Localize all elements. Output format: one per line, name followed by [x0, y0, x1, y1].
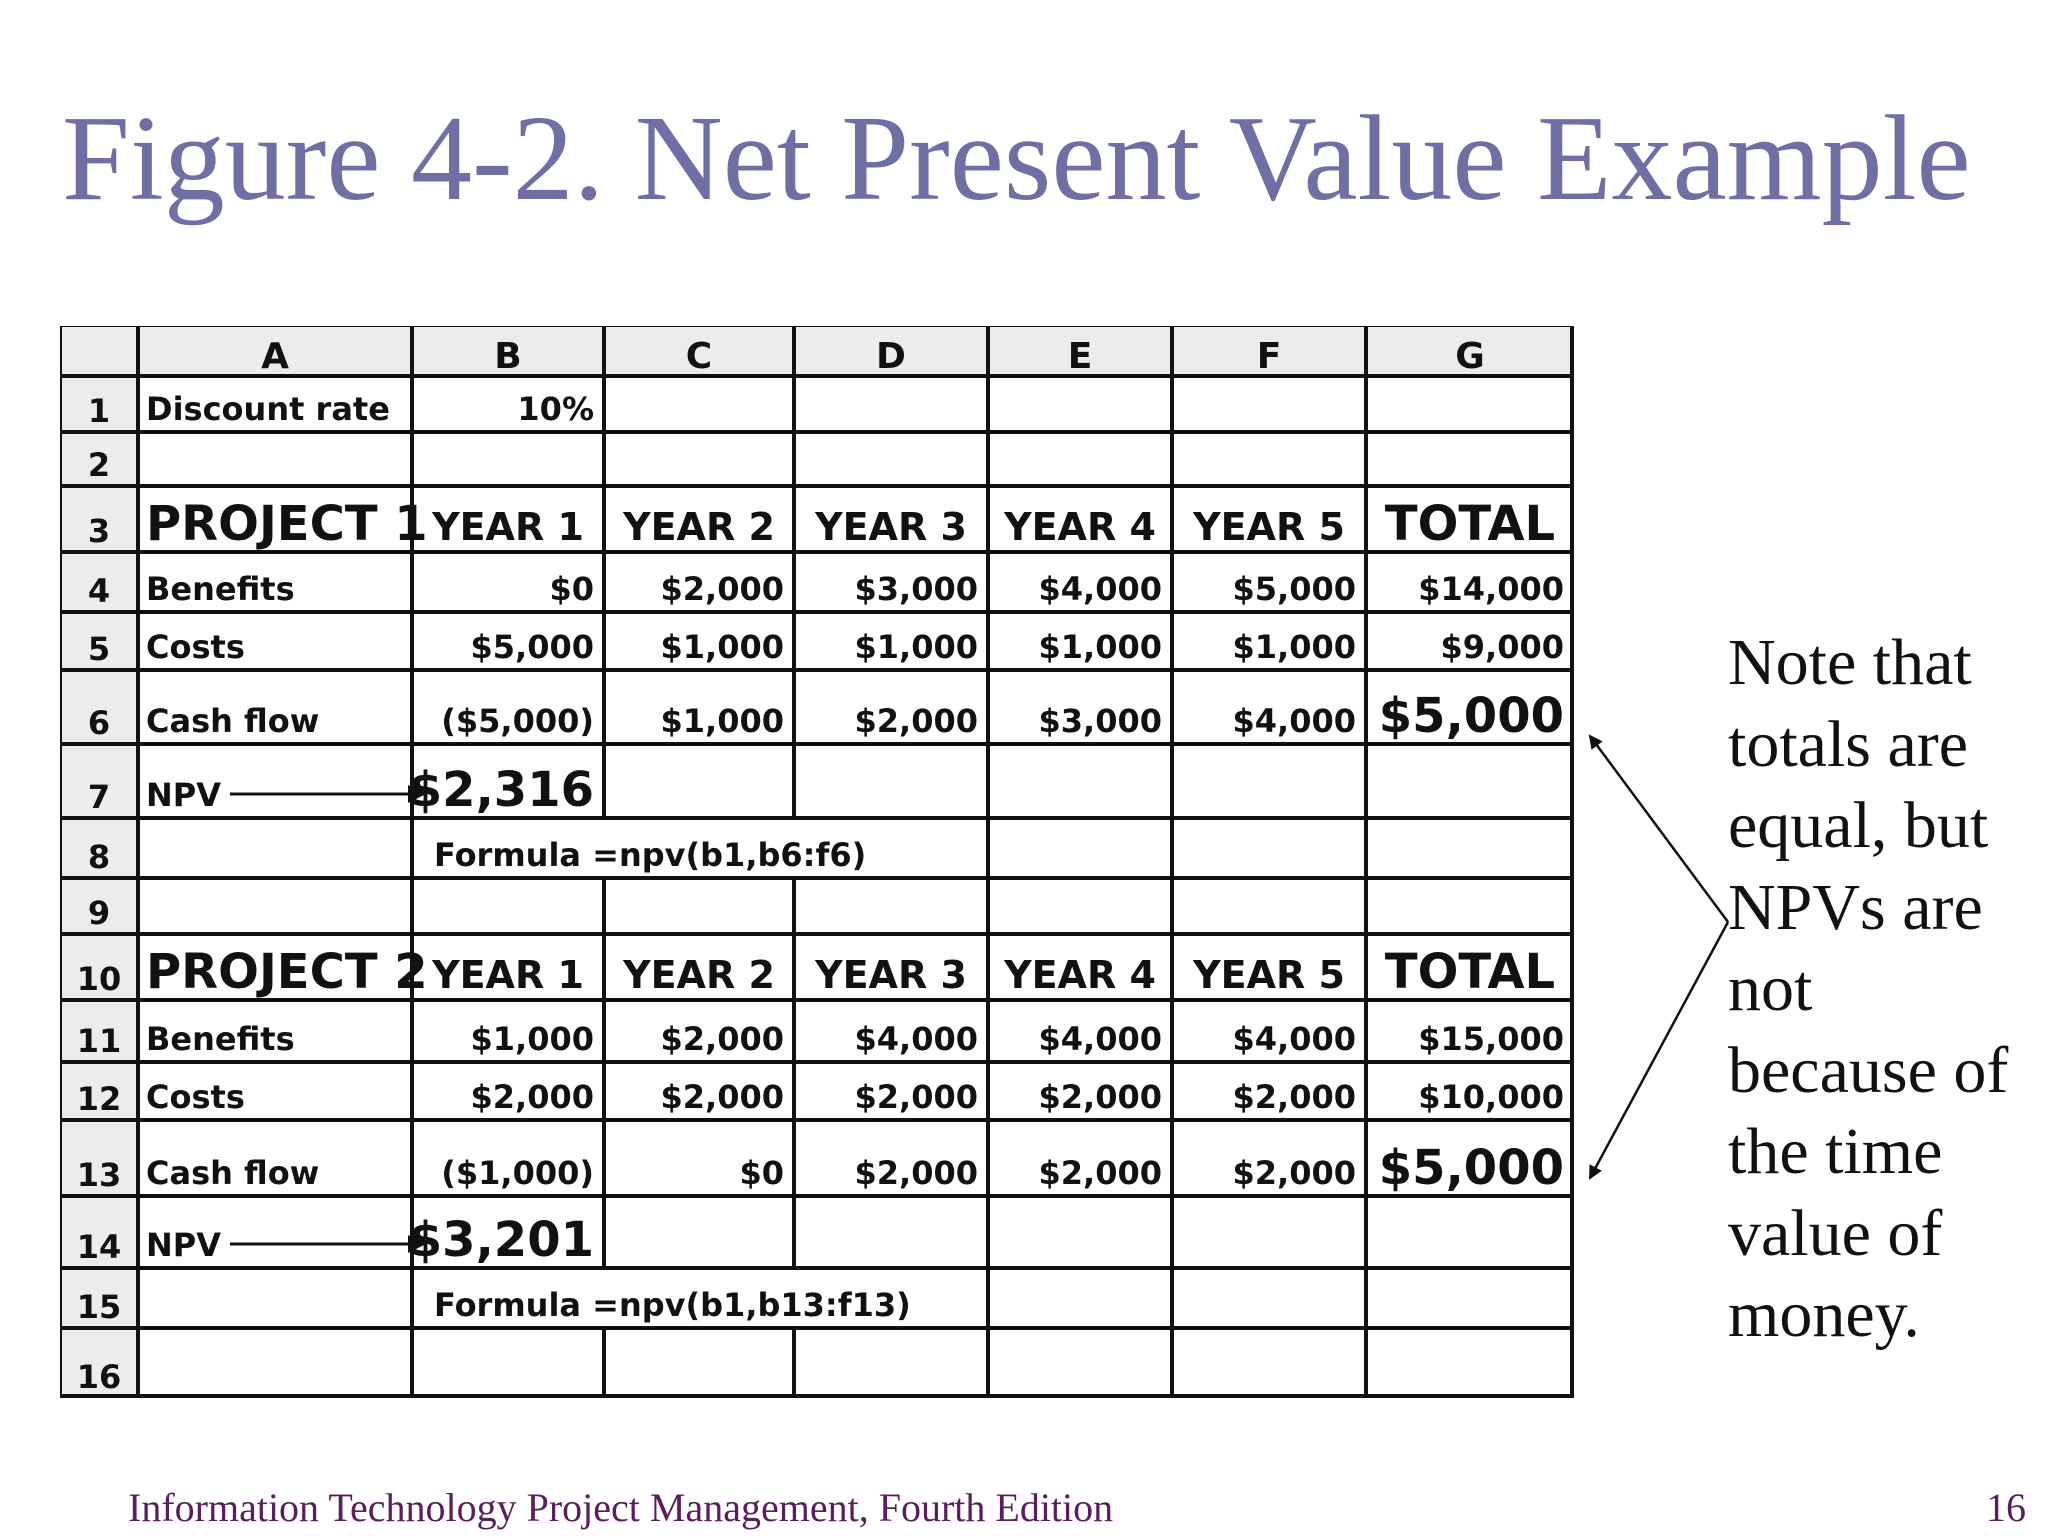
cell-f11: $4,000 — [1232, 1020, 1356, 1058]
footer-text: Information Technology Project Management, Fourth Edition — [128, 1485, 1114, 1530]
row-header-16: 16 — [76, 1358, 122, 1396]
cell-g5: $9,000 — [1440, 628, 1564, 666]
cell-e3: YEAR 4 — [1004, 505, 1156, 549]
cell-d6: $2,000 — [854, 702, 978, 740]
cell-b10: YEAR 1 — [432, 953, 584, 997]
cell-a6: Cash flow — [146, 702, 320, 740]
cell-a10: PROJECT 2 — [146, 944, 428, 1000]
cell-f13: $2,000 — [1232, 1154, 1356, 1192]
cell-c5: $1,000 — [660, 628, 784, 666]
note-line: totals are — [1728, 707, 1969, 781]
note-line: money. — [1728, 1278, 1920, 1351]
cell-g13: $5,000 — [1378, 1140, 1564, 1196]
cell-a3: PROJECT 1 — [146, 496, 428, 552]
cell-f4: $5,000 — [1232, 570, 1356, 608]
row-header-7: 7 — [87, 778, 111, 816]
arrow-to-total-1 — [1590, 736, 1728, 922]
column-header-c: C — [685, 336, 713, 377]
cell-b6: ($5,000) — [441, 702, 594, 740]
slide-title: Figure 4-2. Net Present Value Example — [62, 91, 1971, 226]
cell-f3: YEAR 5 — [1193, 505, 1345, 549]
column-header-e: E — [1067, 336, 1093, 377]
cell-d13: $2,000 — [854, 1154, 978, 1192]
note-line: value of — [1728, 1196, 1943, 1270]
cell-g6: $5,000 — [1378, 688, 1564, 744]
note-line: the time — [1728, 1115, 1943, 1188]
column-header-f: F — [1256, 336, 1282, 377]
cell-e11: $4,000 — [1038, 1020, 1162, 1058]
cell-e6: $3,000 — [1038, 702, 1162, 740]
note-line: not — [1728, 952, 1813, 1025]
note-line: Note that — [1728, 626, 1972, 699]
cell-f5: $1,000 — [1232, 628, 1356, 666]
cell-e4: $4,000 — [1038, 570, 1162, 608]
cell-a7: NPV — [146, 776, 221, 814]
column-header-b: B — [494, 336, 522, 377]
row-header-2: 2 — [87, 446, 111, 484]
cell-d11: $4,000 — [854, 1020, 978, 1058]
cell-c13: $0 — [739, 1154, 784, 1192]
row-header-1: 1 — [87, 392, 111, 430]
cell-f12: $2,000 — [1232, 1078, 1356, 1116]
arrow-to-total-2 — [1590, 922, 1728, 1178]
cell-d4: $3,000 — [854, 570, 978, 608]
cell-f10: YEAR 5 — [1193, 953, 1345, 997]
note-line: equal, but — [1728, 789, 1989, 862]
cell-g11: $15,000 — [1418, 1020, 1564, 1058]
column-header-d: D — [876, 336, 906, 377]
cell-f6: $4,000 — [1232, 702, 1356, 740]
cell-c6: $1,000 — [660, 702, 784, 740]
row-header-11: 11 — [76, 1022, 122, 1060]
cell-b15: Formula =npv(b1,b13:f13) — [434, 1286, 911, 1324]
cell-a1: Discount rate — [146, 390, 390, 428]
note-line: NPVs are — [1728, 870, 1983, 944]
row-header-12: 12 — [76, 1080, 122, 1118]
row-header-3: 3 — [87, 512, 111, 550]
cell-a11: Benefits — [146, 1020, 295, 1058]
cell-d12: $2,000 — [854, 1078, 978, 1116]
row-header-9: 9 — [87, 894, 111, 932]
cell-b1: 10% — [517, 390, 594, 428]
cell-c12: $2,000 — [660, 1078, 784, 1116]
cell-e10: YEAR 4 — [1004, 953, 1156, 997]
cell-b7: $2,316 — [408, 762, 594, 818]
cell-b3: YEAR 1 — [432, 505, 584, 549]
cell-d5: $1,000 — [854, 628, 978, 666]
cell-a12: Costs — [146, 1078, 245, 1116]
cell-b8: Formula =npv(b1,b6:f6) — [434, 836, 867, 874]
column-header-g: G — [1455, 336, 1485, 377]
row-header-10: 10 — [76, 960, 122, 998]
cell-b14: $3,201 — [408, 1212, 594, 1268]
npv-spreadsheet — [60, 326, 1580, 1398]
note-line: because of — [1728, 1033, 2009, 1107]
cell-c4: $2,000 — [660, 570, 784, 608]
page-number: 16 — [1986, 1485, 2026, 1530]
row-header-6: 6 — [87, 704, 111, 742]
cell-a14: NPV — [146, 1226, 221, 1264]
cell-e13: $2,000 — [1038, 1154, 1162, 1192]
cell-d10: YEAR 3 — [815, 953, 967, 997]
cell-b4: $0 — [549, 570, 594, 608]
cell-c10: YEAR 2 — [623, 953, 775, 997]
cell-b5: $5,000 — [470, 628, 594, 666]
row-header-4: 4 — [87, 572, 111, 610]
cell-e12: $2,000 — [1038, 1078, 1162, 1116]
cell-b12: $2,000 — [470, 1078, 594, 1116]
row-header-14: 14 — [76, 1228, 122, 1266]
row-header-15: 15 — [76, 1288, 122, 1326]
cell-b11: $1,000 — [470, 1020, 594, 1058]
cell-g12: $10,000 — [1418, 1078, 1564, 1116]
note-text — [1728, 622, 2048, 1356]
row-header-13: 13 — [76, 1156, 122, 1194]
cell-c3: YEAR 2 — [623, 505, 775, 549]
row-header-5: 5 — [87, 630, 111, 668]
cell-a13: Cash flow — [146, 1154, 320, 1192]
cell-e5: $1,000 — [1038, 628, 1162, 666]
cell-d3: YEAR 3 — [815, 505, 967, 549]
cell-g3: TOTAL — [1384, 496, 1556, 552]
row-header-8: 8 — [87, 838, 111, 876]
callout-arrows — [1580, 722, 1740, 1192]
cell-g10: TOTAL — [1384, 944, 1556, 1000]
cell-a5: Costs — [146, 628, 245, 666]
cell-g4: $14,000 — [1418, 570, 1564, 608]
column-header-a: A — [261, 336, 289, 377]
spreadsheet-grid — [60, 326, 1580, 1398]
cell-c11: $2,000 — [660, 1020, 784, 1058]
cell-a4: Benefits — [146, 570, 295, 608]
cell-b13: ($1,000) — [441, 1154, 594, 1192]
